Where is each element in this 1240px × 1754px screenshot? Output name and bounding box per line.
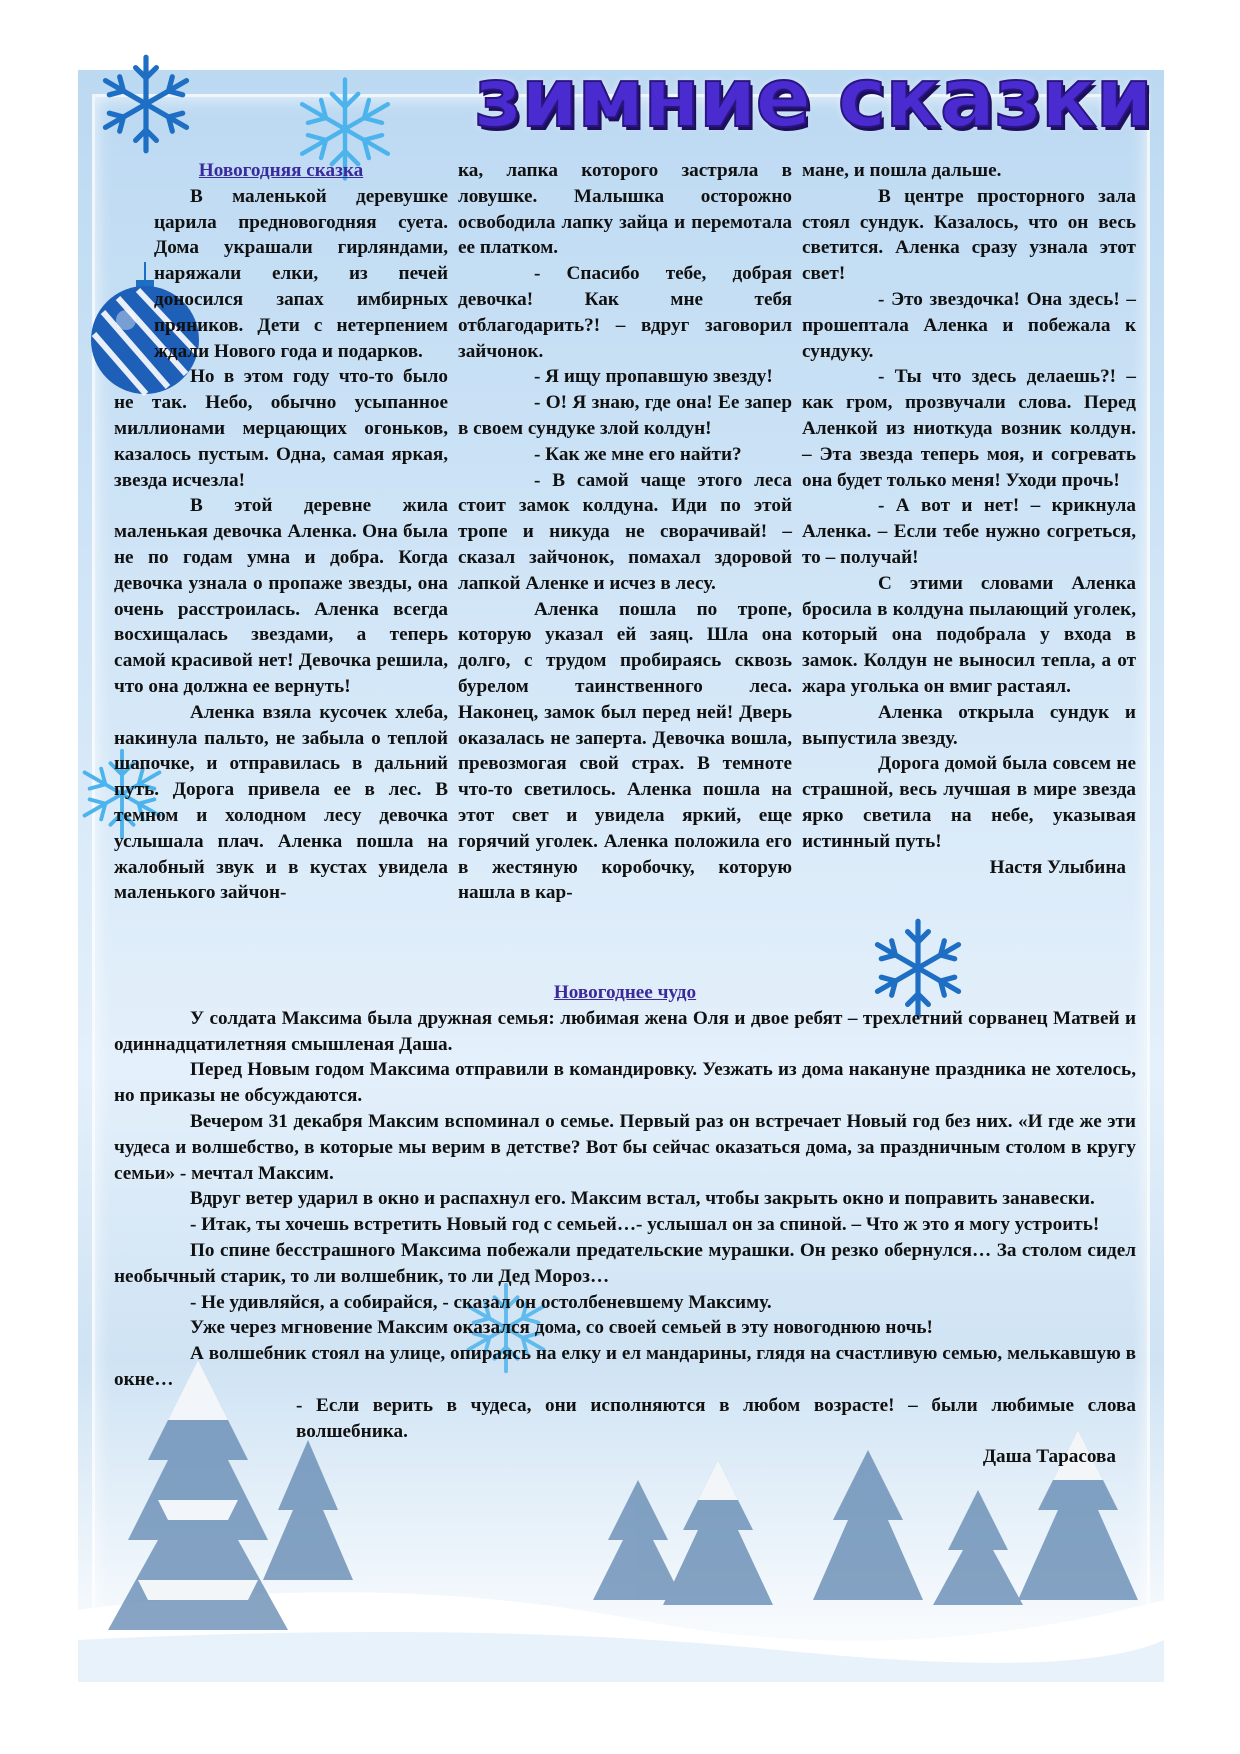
paragraph: - В самой чаще этого леса стоит замок колдуна. Иди по этой тропе и никуда не сворачивай! – сказал зайчонок, помахал здоровой лапкой Аленке и исчез в лесу. bbox=[458, 469, 792, 594]
story1-column-2 bbox=[458, 158, 792, 906]
paragraph: В этой деревне жила маленькая девочка Аленка. Она была не по годам умна и добра. Когда девочка узнала о пропаже звезды, она очень расстроилась. Аленка всегда восхищалась звездами, а теперь самой красивой нет! Девочка решила, что она должна ее вернуть! bbox=[114, 495, 448, 697]
paragraph: - Я ищу пропавшую звезду! bbox=[534, 366, 773, 388]
paragraph: Вечером 31 декабря Максим вспоминал о семье. Первый раз он встречает Новый год без них. «И где же эти чудеса и волшебство, в которые мы верим в детстве? Вот бы сейчас оказаться дома, за праздничным столом в кругу семьи» - мечтал Максим. bbox=[114, 1110, 1136, 1184]
story1-heading: Новогодняя сказка bbox=[198, 160, 364, 181]
story2-author: Даша Тарасова bbox=[982, 1446, 1116, 1468]
story2 bbox=[114, 980, 1136, 1470]
paragraph: - О! Я знаю, где она! Ее запер в своем сундуке злой колдун! bbox=[458, 392, 792, 439]
paragraph: - Итак, ты хочешь встретить Новый год с семьей…- услышал он за спиной. – Что ж это я могу устроить! bbox=[190, 1214, 1100, 1236]
paragraph: ка, лапка которого застряла в ловушке. Малышка осторожно освободила лапку зайца и перемотала ее платком. bbox=[458, 160, 792, 259]
paragraph: А волшебник стоял на улице, опираясь на елку и ел мандарины, глядя на счастливую семью, мелькавшую в окне… bbox=[114, 1343, 1136, 1390]
paragraph: мане, и пошла дальше. bbox=[802, 160, 1002, 181]
paragraph: - Ты что здесь делаешь?! – как гром, прозвучали слова. Перед Аленкой из ниоткуда возник колдун. – Эта звезда теперь моя, и согревать она будет только меня! Уходи прочь! bbox=[802, 366, 1136, 491]
paragraph: Дорога домой была совсем не страшной, весь лучшая в мире звезда ярко светила на небе, указывая истинный путь! bbox=[802, 753, 1136, 852]
paragraph: Уже через мгновение Максим оказался дома, со своей семьей в эту новогоднюю ночь! bbox=[190, 1317, 933, 1339]
story1-column-3 bbox=[802, 158, 1136, 880]
paragraph: Вдруг ветер ударил в окно и распахнул его. Максим встал, чтобы закрыть окно и поправить занавески. bbox=[190, 1188, 1095, 1210]
paragraph: В маленькой деревушке царила предновогодняя суета. Дома украшали гирляндами, наряжали елки, из печей доносился запах имбирных пряников. Дети с нетерпением ждали Нового года и подарков. bbox=[154, 185, 448, 362]
closing-quote: - Если верить в чудеса, они исполняются в любом возрасте! – были любимые слова волшебника. bbox=[296, 1394, 1136, 1442]
story1-author: Настя Улыбина bbox=[989, 856, 1126, 878]
paragraph: - А вот и нет! – крикнула Аленка. – Если тебе нужно согреться, то – получай! bbox=[802, 495, 1136, 568]
paragraph: - Это звездочка! Она здесь! – прошептала Аленка и побежала к сундуку. bbox=[802, 288, 1136, 362]
paragraph: По спине бесстрашного Максима побежали предательские мурашки. Он резко обернулся… За столом сидел необычный старик, то ли волшебник, то ли Дед Мороз… bbox=[114, 1239, 1136, 1287]
paragraph: - Спасибо тебе, добрая девочка! Как мне тебя отблагодарить?! – вдруг заговорил зайчонок. bbox=[458, 263, 792, 362]
page-title: зимние сказки bbox=[474, 51, 1152, 146]
paragraph: Аленка взяла кусочек хлеба, накинула пальто, не забыла о теплой шапочке, и отправилась в дальний путь. Дорога привела ее в лес. В темном и холодном лесу девочка услышала плач. Аленка пошла на жалобный звук и в кустах увидела маленького зайчон- bbox=[114, 701, 448, 904]
paragraph: - Не удивляйся, а собирайся, - сказал он остолбеневшему Максиму. bbox=[190, 1291, 772, 1313]
paragraph: Аленка открыла сундук и выпустила звезду. bbox=[802, 701, 1136, 749]
story2-heading: Новогоднее чудо bbox=[553, 982, 697, 1003]
story1-column-1 bbox=[114, 158, 448, 906]
paragraph: С этими словами Аленка бросила в колдуна пылающий уголек, который она подобрала у входа в замок. Колдун не выносил тепла, а от жара уголька он вмиг растаял. bbox=[802, 572, 1136, 697]
paragraph: У солдата Максима была дружная семья: любимая жена Оля и двое ребят – трехлетний сорванец Матвей и одиннадцатилетняя смышленая Даша. bbox=[114, 1007, 1136, 1055]
paragraph: В центре просторного зала стоял сундук. Казалось, что он весь светится. Аленка сразу узнала этот свет! bbox=[802, 185, 1136, 285]
snowflake-icon bbox=[94, 52, 198, 156]
paragraph: Перед Новым годом Максима отправили в командировку. Уезжать из дома накануне праздника не хотелось, но приказы не обсуждаются. bbox=[114, 1059, 1136, 1107]
paragraph: - Как же мне его найти? bbox=[534, 443, 742, 465]
paragraph: Но в этом году что-то было не так. Небо, обычно усыпанное миллионами мерцающих огоньков, казалось пустым. Одна, самая яркая, звезда исчезла! bbox=[114, 366, 448, 491]
paragraph: Аленка пошла по тропе, которую указал ей заяц. Шла она долго, с трудом пробираясь сквозь бурелом таинственного леса. Наконец, замок был перед ней! Дверь оказалась не заперта. Девочка вошла, превозмогая свой страх. В темноте что-то светилось. Аленка пошла на этот свет и увидела яркий, еще горячий уголек. Аленка положила его в жестяную коробочку, которую нашла в кар- bbox=[458, 598, 792, 904]
